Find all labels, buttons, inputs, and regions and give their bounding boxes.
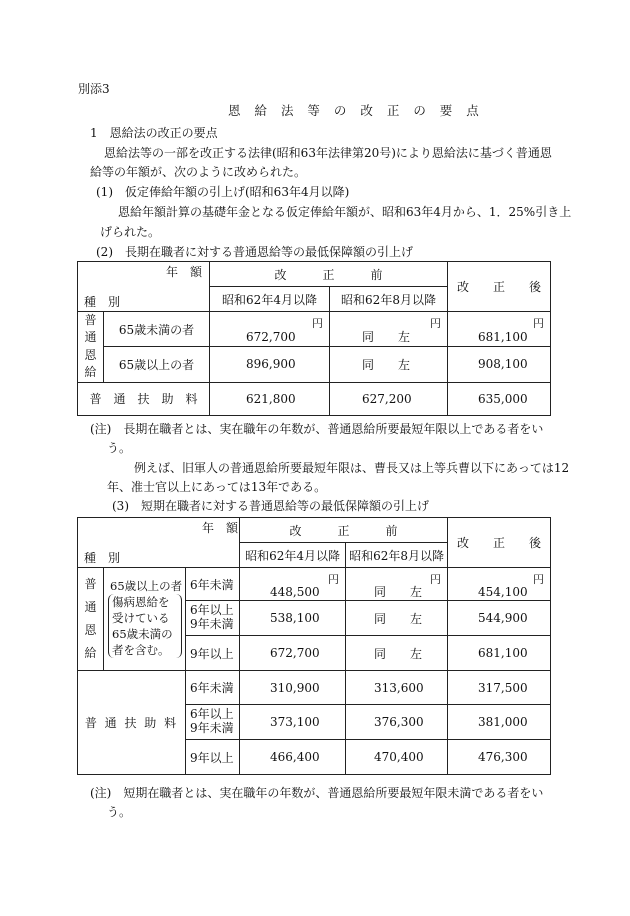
table-cell: 373,100 [240,705,346,740]
group-label-fujo-ryo: 普 通 扶 助 料 [78,671,186,775]
item-heading: (3) 短期在職者に対する普通恩給等の最低保障額の引上げ [112,499,430,513]
item-heading: (1) 仮定俸給年額の引上げ(昭和63年4月以降) [96,185,350,199]
header-shubetsu: 種 別 [84,551,121,565]
yen-unit: 円 [312,317,323,330]
yen-unit: 円 [430,573,442,586]
yen-unit: 円 [430,317,442,330]
note-text: (注) 長期在職者とは、実在職年の年数が、普通恩給所要最短年限以上である者をい [90,422,544,436]
table-cell: 同 左 [330,347,448,382]
section-heading: 1 恩給法の改正の要点 [90,126,218,140]
header-before: 改 正 前 [240,518,448,543]
table-cell: 672,700 [240,636,346,671]
header-before: 改 正 前 [210,262,448,287]
table-cell: 621,800 [210,382,330,415]
years-cell: 6年以上 9年未満 [186,601,240,636]
table-cell: 381,000 [448,705,551,740]
table-short-term [77,517,551,775]
table-cell: 376,300 [346,705,448,740]
table-cell: 円 同 左 [330,312,448,347]
header-nengaku: 年 額 [166,265,203,279]
years-cell: 9年以上 [186,740,240,775]
years-cell: 6年未満 [186,568,240,601]
row-label: 普 通 扶 助 料 [78,382,210,415]
table-cell: 466,400 [240,740,346,775]
table-cell: 538,100 [240,601,346,636]
table-cell: 896,900 [210,347,330,382]
years-cell: 6年以上 9年未満 [186,705,240,740]
yen-unit: 円 [533,573,545,586]
table-cell: 円 681,100 [448,312,551,347]
item-heading: (2) 長期在職者に対する普通恩給等の最低保障額の引上げ [96,245,414,259]
table-cell: 681,100 [448,636,551,671]
intro-text: 給等の年額が、次のように改められた。 [90,165,307,179]
attachment-label: 別添3 [78,82,110,96]
table-cell: 313,600 [346,671,448,705]
header-after: 改 正 後 [448,262,551,312]
yen-unit: 円 [328,573,340,586]
age-line: 65歳未満の [112,627,173,641]
table-cell: 317,500 [448,671,551,705]
age-condition-cell [104,568,186,671]
table-cell: 544,900 [448,601,551,636]
table-long-term [77,261,551,416]
header-nengaku: 年 額 [202,521,239,535]
note-text: 年、准士官以上にあっては13年である。 [107,480,327,494]
age-line: 受けている [112,611,170,625]
age-line: 傷病恩給を [112,595,170,609]
age-line: 65歳以上の者 [110,579,183,593]
page-title: 恩 給 法 等 の 改 正 の 要 点 [228,103,484,118]
table-cell: 476,300 [448,740,551,775]
table-cell: 635,000 [448,382,551,415]
row-label: 65歳未満の者 [104,312,210,347]
table-cell: 908,100 [448,347,551,382]
table-cell: 310,900 [240,671,346,705]
table-cell: 円 448,500 [240,568,346,601]
table-cell: 同 左 [346,601,448,636]
table-cell: 470,400 [346,740,448,775]
header-after: 改 正 後 [448,518,551,568]
yen-unit: 円 [533,317,545,330]
header-corner [78,518,240,568]
note-text: 例えば、旧軍人の普通恩給所要最短年限は、曹長又は上等兵曹以下にあっては12 [134,461,570,475]
table-cell: 円 672,700 [210,312,330,347]
item-text: げられた。 [100,225,161,239]
item-text: 恩給年額計算の基礎年金となる仮定俸給年額が、昭和63年4月から、1．25%引き上 [118,205,572,219]
note-text: う。 [107,441,132,455]
note-text: う。 [107,805,132,819]
header-shubetsu: 種 別 [84,295,121,309]
header-s62-apr: 昭和62年4月以降 [210,287,330,312]
header-s62-apr: 昭和62年4月以降 [240,543,346,568]
table-cell: 円 同 左 [346,568,448,601]
header-corner [78,262,210,312]
group-label-futsu-onkyu: 普通恩給 [78,568,104,671]
note-text: (注) 短期在職者とは、実在職年の年数が、普通恩給所要最短年限未満である者をい [90,786,544,800]
table-cell: 円 454,100 [448,568,551,601]
age-line: 者を含む。 [112,643,170,657]
table-cell: 627,200 [330,382,448,415]
header-s62-aug: 昭和62年8月以降 [330,287,448,312]
header-s62-aug: 昭和62年8月以降 [346,543,448,568]
table-cell: 同 左 [346,636,448,671]
years-cell: 6年未満 [186,671,240,705]
group-label-futsu-onkyu: 普通恩給 [78,312,104,383]
row-label: 65歳以上の者 [104,347,210,382]
intro-text: 恩給法等の一部を改正する法律(昭和63年法律第20号)により恩給法に基づく普通恩 [104,146,552,160]
years-cell: 9年以上 [186,636,240,671]
